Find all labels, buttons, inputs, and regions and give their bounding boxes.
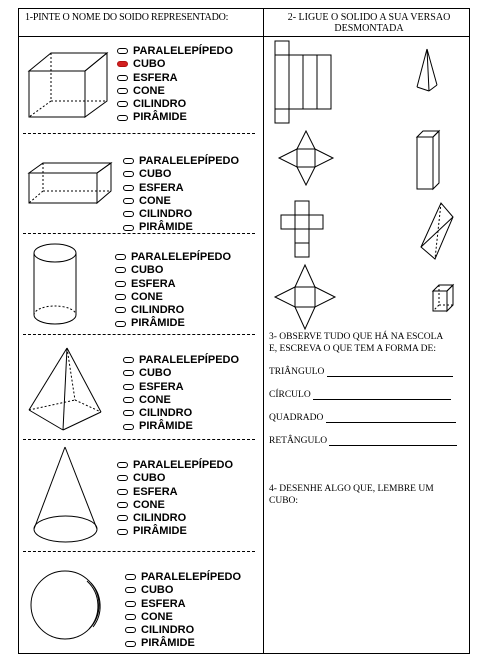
option-bubble[interactable] <box>123 225 134 231</box>
small-pyramid-icon <box>417 49 437 91</box>
option-label: CONE <box>133 498 165 511</box>
row-separator <box>23 233 255 234</box>
option-bubble[interactable] <box>117 515 128 521</box>
question-1-title: 1-PINTE O NOME DO SOIDO REPRESENTADO: <box>25 12 229 23</box>
option-bubble[interactable] <box>123 370 134 376</box>
option-item[interactable] <box>117 98 233 111</box>
option-item[interactable] <box>125 611 241 624</box>
question-4 <box>269 483 434 507</box>
option-bubble[interactable] <box>117 48 128 54</box>
option-label: CILINDRO <box>133 98 187 111</box>
option-label: CONE <box>139 393 171 406</box>
option-bubble[interactable] <box>117 502 128 508</box>
option-bubble[interactable] <box>117 529 128 535</box>
row-separator <box>23 439 255 440</box>
solid-row-cylinder <box>19 235 263 333</box>
option-item[interactable] <box>123 381 239 394</box>
options-sphere <box>125 571 241 651</box>
question-3 <box>269 331 443 355</box>
options-cone <box>117 459 233 539</box>
option-bubble[interactable] <box>117 75 128 81</box>
option-item[interactable] <box>125 624 241 637</box>
question-2-title <box>271 12 467 34</box>
sphere-icon <box>29 567 109 647</box>
option-label: CILINDRO <box>133 512 187 525</box>
header-row <box>19 9 469 37</box>
option-label: ESFERA <box>133 71 178 84</box>
option-item[interactable] <box>125 598 241 611</box>
option-bubble[interactable] <box>115 294 126 300</box>
option-bubble[interactable] <box>123 397 134 403</box>
option-item[interactable] <box>117 486 233 499</box>
cone-icon <box>31 445 101 549</box>
option-bubble[interactable] <box>125 587 136 593</box>
option-label: ESFERA <box>133 485 178 498</box>
option-item[interactable] <box>115 264 231 277</box>
row-separator <box>23 133 255 134</box>
option-label: PIRÂMIDE <box>139 420 193 433</box>
option-item[interactable] <box>125 571 241 584</box>
option-label: PARALELEPÍPEDO <box>131 251 232 263</box>
answer-row-triangle[interactable] <box>269 367 453 377</box>
option-label: CILINDRO <box>131 304 185 317</box>
option-item[interactable] <box>117 111 233 124</box>
option-bubble[interactable] <box>115 281 126 287</box>
option-bubble[interactable] <box>117 489 128 495</box>
option-label: CUBO <box>141 584 174 597</box>
option-label: PIRÂMIDE <box>133 525 187 538</box>
option-item[interactable] <box>123 155 239 168</box>
option-item[interactable] <box>123 394 239 407</box>
answer-label: RETÂNGULO <box>269 436 328 446</box>
option-bubble[interactable] <box>125 627 136 633</box>
option-label: ESFERA <box>141 597 186 610</box>
option-label: ESFERA <box>139 181 184 194</box>
option-bubble[interactable] <box>115 254 126 260</box>
option-bubble[interactable] <box>123 357 134 363</box>
option-bubble[interactable] <box>125 574 136 580</box>
option-item[interactable] <box>123 354 239 367</box>
answer-label: CÍRCULO <box>269 390 311 400</box>
option-bubble[interactable] <box>123 198 134 204</box>
option-bubble[interactable] <box>123 424 134 430</box>
options-cylinder <box>115 251 231 331</box>
worksheet <box>18 8 470 654</box>
answer-label: TRIÂNGULO <box>269 367 325 377</box>
question-2-title-line1: 2- LIGUE O SOLIDO A SUA VERSAO <box>287 12 451 23</box>
column-divider <box>263 9 264 653</box>
question-2-title-line2: DESMONTADA <box>334 23 404 34</box>
answer-label: QUADRADO <box>269 413 324 423</box>
option-label: CUBO <box>131 264 164 277</box>
option-label: PIRÂMIDE <box>133 111 187 124</box>
box-icon <box>25 161 115 211</box>
answer-row-rectangle[interactable] <box>269 436 457 446</box>
cube-net-icon <box>281 201 323 257</box>
option-label: PIRÂMIDE <box>141 637 195 650</box>
answer-blank[interactable] <box>327 376 453 377</box>
option-item[interactable] <box>115 251 231 264</box>
option-item[interactable] <box>117 85 233 98</box>
option-label: CUBO <box>139 367 172 380</box>
answer-blank[interactable] <box>329 445 457 446</box>
option-label: PIRÂMIDE <box>131 317 185 330</box>
option-bubble[interactable] <box>123 158 134 164</box>
option-bubble[interactable] <box>125 601 136 607</box>
option-item[interactable] <box>117 525 233 538</box>
option-item[interactable] <box>117 58 233 71</box>
option-item[interactable] <box>117 72 233 85</box>
option-item[interactable] <box>115 278 231 291</box>
option-bubble[interactable] <box>115 267 126 273</box>
option-label: PIRÂMIDE <box>139 221 193 234</box>
option-bubble[interactable] <box>117 101 128 107</box>
tall-pyramid-net-icon <box>275 265 335 329</box>
option-bubble[interactable] <box>117 115 128 121</box>
option-bubble[interactable] <box>123 410 134 416</box>
option-label: CONE <box>133 84 165 97</box>
option-label: PARALELEPÍPEDO <box>133 459 234 471</box>
option-bubble[interactable] <box>117 88 128 94</box>
option-item[interactable] <box>117 499 233 512</box>
option-item[interactable] <box>117 512 233 525</box>
option-item[interactable] <box>123 182 239 195</box>
solid-row-sphere <box>19 553 263 653</box>
pyramid-icon <box>27 346 107 436</box>
option-item[interactable] <box>115 291 231 304</box>
options-pyramid <box>123 354 239 434</box>
option-item[interactable] <box>115 304 231 317</box>
question-3-line2: E, ESCREVA O QUE TEM A FORMA DE: <box>269 344 436 354</box>
option-bubble[interactable] <box>125 614 136 620</box>
drawing-area[interactable] <box>267 513 465 649</box>
option-label: PARALELEPÍPEDO <box>139 354 240 366</box>
triangular-prism-icon <box>421 203 453 259</box>
option-bubble[interactable] <box>123 185 134 191</box>
option-bubble[interactable] <box>115 307 126 313</box>
option-bubble[interactable] <box>123 384 134 390</box>
option-label: CUBO <box>139 168 172 181</box>
cube-icon <box>25 45 115 120</box>
option-item[interactable] <box>123 168 239 181</box>
solid-row-pyramid <box>19 336 263 438</box>
option-item[interactable] <box>123 367 239 380</box>
options-cube <box>117 45 233 125</box>
answer-blank[interactable] <box>326 422 456 423</box>
option-bubble-marked[interactable] <box>117 61 128 67</box>
tall-prism-icon <box>417 131 439 189</box>
answer-row-circle[interactable] <box>269 390 451 400</box>
option-label: ESFERA <box>139 380 184 393</box>
small-cube-icon <box>433 285 453 311</box>
option-label: ESFERA <box>131 277 176 290</box>
solid-row-cone <box>19 441 263 549</box>
question-3-line1: 3- OBSERVE TUDO QUE HÁ NA ESCOLA <box>269 332 444 342</box>
option-bubble[interactable] <box>115 321 126 327</box>
option-item[interactable] <box>117 459 233 472</box>
solid-row-box <box>19 135 263 233</box>
option-bubble[interactable] <box>117 462 128 468</box>
option-label: PARALELEPÍPEDO <box>133 45 234 57</box>
option-item[interactable] <box>117 472 233 485</box>
option-bubble[interactable] <box>117 475 128 481</box>
option-item[interactable] <box>125 637 241 650</box>
row-separator <box>23 334 255 335</box>
option-label: CONE <box>141 610 173 623</box>
option-label: CILINDRO <box>141 624 195 637</box>
option-label: CONE <box>131 290 163 303</box>
row-separator <box>23 551 255 552</box>
options-box <box>123 155 239 235</box>
option-item[interactable] <box>123 208 239 221</box>
pyramid-net-icon <box>279 131 333 185</box>
option-item[interactable] <box>117 45 233 58</box>
option-label: CONE <box>139 194 171 207</box>
question-4-line1: 4- DESENHE ALGO QUE, LEMBRE UM <box>269 484 434 494</box>
option-label: CUBO <box>133 58 166 71</box>
option-item[interactable] <box>115 317 231 330</box>
answer-blank[interactable] <box>313 399 451 400</box>
option-bubble[interactable] <box>123 211 134 217</box>
option-label: PARALELEPÍPEDO <box>139 155 240 167</box>
option-bubble[interactable] <box>125 641 136 647</box>
cylinder-icon <box>29 241 89 331</box>
option-item[interactable] <box>123 420 239 433</box>
question-4-line2: CUBO: <box>269 496 299 506</box>
option-item[interactable] <box>125 584 241 597</box>
option-item[interactable] <box>123 195 239 208</box>
option-bubble[interactable] <box>123 171 134 177</box>
solid-row-cube <box>19 37 263 133</box>
prism-net-icon <box>275 41 331 123</box>
option-label: CUBO <box>133 472 166 485</box>
option-label: CILINDRO <box>139 208 193 221</box>
nets-and-solids-area <box>269 39 465 329</box>
option-item[interactable] <box>123 407 239 420</box>
answer-row-square[interactable] <box>269 413 456 423</box>
option-label: PARALELEPÍPEDO <box>141 571 242 583</box>
option-label: CILINDRO <box>139 407 193 420</box>
